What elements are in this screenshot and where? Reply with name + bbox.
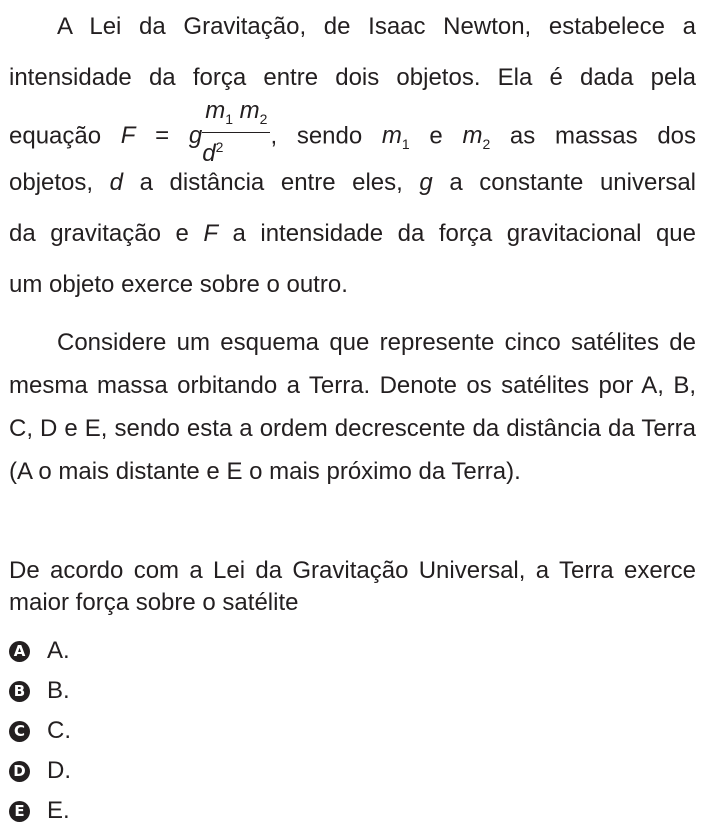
option-label: C. [47, 717, 71, 744]
option-a[interactable] [9, 636, 70, 666]
option-letter-badge: A [9, 641, 30, 662]
paragraph-1-line-5: da gravitação e F a intensidade da força gravitacional que [9, 220, 696, 247]
option-label: E. [47, 797, 70, 824]
option-b[interactable] [9, 676, 70, 706]
question-text: De acordo com a Lei da Gravitação Universal, a Terra exerce maior força sobre o satélite [9, 557, 696, 616]
option-label: B. [47, 677, 70, 704]
option-label: A. [47, 637, 70, 664]
fraction: $\frac{m_1 m_2}{d^2}$ [202, 98, 270, 168]
option-letter-badge: E [9, 801, 30, 822]
option-e[interactable] [9, 796, 70, 826]
option-label: D. [47, 757, 71, 784]
option-c[interactable] [9, 716, 71, 746]
equation: F = g $\frac{m_1 m_2}{d^2}$ [121, 122, 271, 149]
paragraph-1-line-3: equação F = g $\frac{m_1 m_2}{d^2}$ , sendo $m_1$ e $m_2$ as massas dos [9, 97, 697, 167]
option-d[interactable] [9, 756, 71, 786]
paragraph-1-line-6: um objeto exerce sobre o outro. [9, 271, 348, 298]
paragraph-1-line-2: intensidade da força entre dois objetos. Ela é dada pela [9, 64, 696, 91]
option-letter-badge: B [9, 681, 30, 702]
paragraph-2: Considere um esquema que represente cinco satélites de mesma massa orbitando a Terra. Denote os satélites por A, B, C, D e E, sendo esta a ordem decrescente da distância da Terra (A o mais distante e E o mais próximo da Terra). [9, 329, 696, 485]
paragraph-1-line-4: objetos, d a distância entre eles, g a constante universal [9, 169, 697, 196]
option-letter-badge: D [9, 761, 30, 782]
option-letter-badge: C [9, 721, 30, 742]
paragraph-1-line-1: A Lei da Gravitação, de Isaac Newton, estabelece a [57, 13, 696, 40]
